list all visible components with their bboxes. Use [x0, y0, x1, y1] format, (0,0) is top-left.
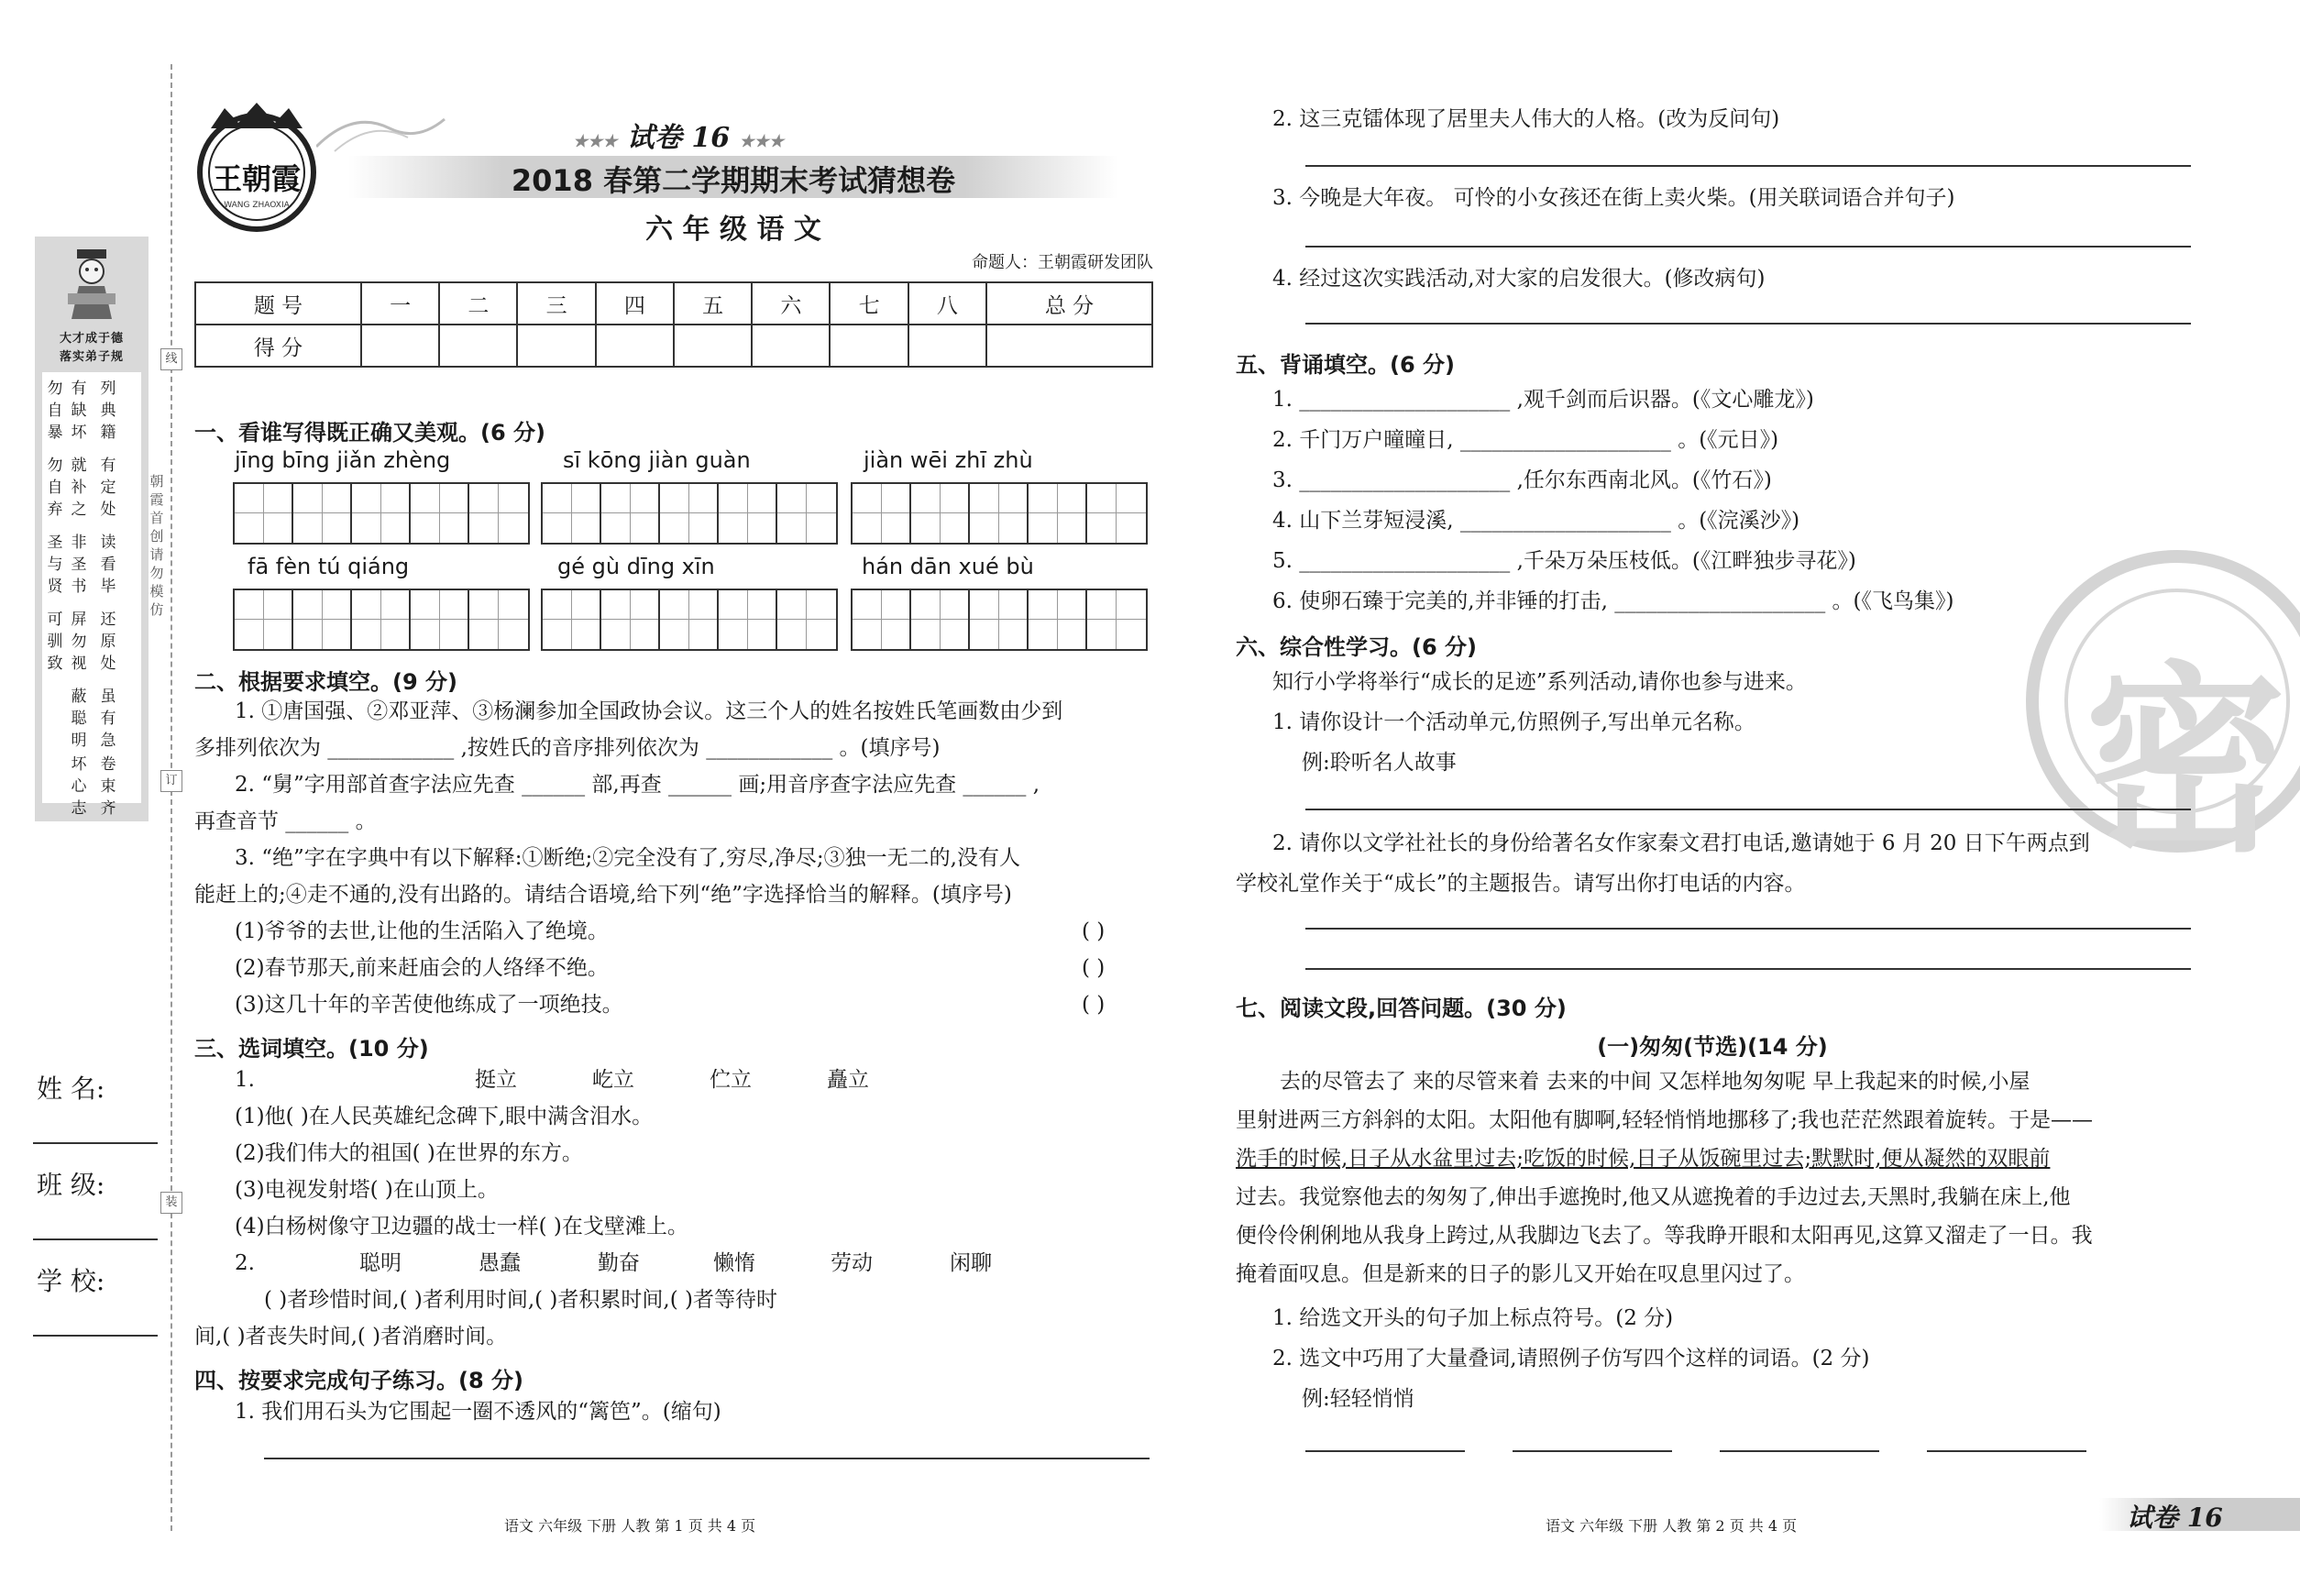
score-header-cell: 五 — [674, 282, 752, 325]
q6-1: 1. 请你设计一个活动单元,仿照例子,写出单元名称。 — [1272, 710, 1755, 734]
score-header-cell: 三 — [517, 282, 595, 325]
q3-1-item: (1)他( )在人民英雄纪念碑下,眼中满含泪水。 — [235, 1105, 654, 1128]
writing-grid[interactable] — [233, 589, 530, 651]
logo-subtext: WANG ZHAOXIA — [224, 201, 290, 210]
author-line: 命题人：王朝霞研发团队 — [972, 253, 1153, 272]
q2-3-item: (3)这几十年的辛苦使他练成了一项绝技。 — [235, 993, 623, 1017]
passage-line: 便伶伶俐俐地从我身上跨过,从我脚边飞去了。等我睁开眼和太阳再见,这算又溜走了一日。我 — [1236, 1224, 2093, 1248]
school-label: 学 校: — [37, 1266, 105, 1296]
exam-title: 2018 春第二学期期末考试猜想卷 — [511, 163, 956, 198]
q7-2-example: 例:轻轻悄悄 — [1302, 1387, 1414, 1411]
score-cell[interactable] — [517, 325, 595, 367]
q7-2: 2. 选文中巧用了大量叠词,请照例子仿写四个这样的词语。(2 分) — [1272, 1347, 1870, 1370]
score-table-header-row — [195, 282, 1152, 325]
subject-title: 六 年 级 语 文 — [645, 214, 821, 246]
q5-item: 6. 使卵石臻于完美的,并非锤的打击, ____________________ 。(《飞鸟集》) — [1272, 589, 1954, 613]
word-option: 屹立 — [592, 1068, 634, 1092]
answer-line[interactable] — [1305, 968, 2191, 970]
score-header-cell: 总 分 — [986, 282, 1152, 325]
motto-col: 非圣书 — [71, 534, 87, 596]
score-header-cell: 七 — [830, 282, 908, 325]
q6-2-line-b: 学校礼堂作关于“成长”的主题报告。请写出你打电话的内容。 — [1236, 872, 1806, 896]
q6-2-line-a: 2. 请你以文学社社长的身份给著名女作家秦文君打电话,邀请她于 6 月 20 日下午两点到 — [1272, 831, 2090, 855]
q3-1-item: (4)白杨树像守卫边疆的战士一样( )在戈壁滩上。 — [235, 1215, 688, 1238]
score-cell[interactable] — [752, 325, 830, 367]
motto-col: 勿自弃 — [47, 457, 63, 519]
score-cell[interactable] — [439, 325, 517, 367]
school-input-line[interactable] — [33, 1335, 158, 1337]
writing-grid[interactable] — [851, 589, 1148, 651]
q5-item: 1. ____________________ ,观千剑而后识器。(《文心雕龙》) — [1272, 388, 1814, 412]
q2-1-line-a: 1. ①唐国强、②邓亚萍、③杨澜参加全国政协会议。这三个人的姓名按姓氏笔画数由少到 — [235, 699, 1063, 723]
section1-title: 一、看谁写得既正确又美观。(6 分) — [194, 420, 545, 446]
word-option: 挺立 — [475, 1068, 517, 1092]
passage-line: 过去。我觉察他去的匆匆了,伸出手遮挽时,他又从遮挽着的手边过去,天黑时,我躺在床上,他 — [1236, 1185, 2071, 1209]
score-header-cell: 题 号 — [195, 282, 361, 325]
stamp-glyph: 密 — [2085, 644, 2287, 879]
motto-col: 可驯致 — [47, 611, 63, 673]
footer-left: 语文 六年级 下册 人教 第 1 页 共 4 页 — [504, 1517, 756, 1535]
motto-col: 列典籍 — [100, 380, 116, 442]
passage-line: 里射进两三方斜斜的太阳。太阳他有脚啊,轻轻悄悄地挪移了;我也茫茫然跟着旋转。于是—— — [1236, 1108, 2094, 1132]
answer-line[interactable] — [1305, 246, 2191, 248]
motto-col: 圣与贤 — [47, 534, 63, 596]
score-cell[interactable] — [361, 325, 439, 367]
q4-item: 2. 这三克镭体现了居里夫人伟大的人格。(改为反问句) — [1272, 107, 1780, 131]
word-option: 勤奋 — [598, 1251, 640, 1275]
q3-1-item: (2)我们伟大的祖国( )在世界的东方。 — [235, 1141, 583, 1165]
answer-line[interactable] — [1513, 1450, 1672, 1452]
motto-col: 卷束齐 — [100, 755, 116, 818]
class-input-line[interactable] — [33, 1238, 158, 1240]
q2-3-line-a: 3. “绝”字在字典中有以下解释:①断绝;②完全没有了,穷尽,净尽;③独一无二的,没有人 — [235, 846, 1020, 870]
q2-3-item: (1)爷爷的去世,让他的生活陷入了绝境。 — [235, 919, 609, 943]
word-option: 矗立 — [827, 1068, 869, 1092]
section4-title: 四、按要求完成句子练习。(8 分) — [194, 1368, 523, 1393]
score-header-cell: 六 — [752, 282, 830, 325]
q2-2-line-a: 2. “舅”字用部首查字法应先查 ______ 部,再查 ______ 画;用音序查字法应先查 ______ , — [235, 773, 1040, 797]
section2-title: 二、根据要求填空。(9 分) — [194, 669, 457, 695]
q4-item: 4. 经过这次实践活动,对大家的启发很大。(修改病句) — [1272, 267, 1766, 291]
q3-2-line-b: 间,( )者丧失时间,( )者消磨时间。 — [194, 1325, 508, 1348]
score-cell[interactable] — [596, 325, 674, 367]
answer-line[interactable] — [264, 1458, 1150, 1459]
logo-text: 王朝霞 — [212, 161, 302, 196]
binding-mark-3: 装 — [160, 1192, 182, 1214]
writing-grid[interactable] — [233, 482, 530, 545]
word-option: 聪明 — [359, 1251, 402, 1275]
writing-grid[interactable] — [851, 482, 1148, 545]
vertical-note: 朝霞首创 请勿模仿 — [149, 473, 164, 618]
q3-1-number: 1. — [235, 1068, 255, 1092]
motto-col: 读看毕 — [100, 534, 116, 596]
q5-item: 2. 千门万户曈曈日, ____________________ 。(《元日》) — [1272, 428, 1779, 452]
answer-line[interactable] — [1305, 928, 2191, 930]
passage-line: 洗手的时候,日子从水盆里过去;吃饭的时候,日子从饭碗里过去;默默时,便从凝然的双眼前 — [1236, 1147, 2051, 1171]
pinyin-label: fā fèn tú qiáng — [248, 554, 410, 579]
writing-grid[interactable] — [541, 589, 838, 651]
binding-dashed-line — [171, 64, 172, 1531]
scholar-figure-icon — [64, 249, 119, 323]
answer-paren[interactable]: ( ) — [1082, 956, 1106, 980]
motto-col: 坏心志 — [71, 755, 87, 818]
watermark-stamp — [2026, 550, 2300, 879]
footer-badge: 试卷 16 — [2127, 1502, 2223, 1533]
score-cell[interactable] — [674, 325, 752, 367]
word-option: 愚蠢 — [479, 1251, 521, 1275]
section5-title: 五、背诵填空。(6 分) — [1236, 352, 1455, 378]
motto-col: 蔽聪明 — [71, 688, 87, 750]
q4-item: 3. 今晚是大年夜。 可怜的小女孩还在街上卖火柴。(用关联词语合并句子) — [1272, 186, 1955, 210]
name-label: 姓 名: — [37, 1073, 105, 1104]
q2-3-item: (2)春节那天,前来赶庙会的人络绎不绝。 — [235, 956, 609, 980]
q4-item: 1. 我们用石头为它围起一圈不透风的“篱笆”。(缩句) — [235, 1400, 721, 1424]
motto-col: 虽有急 — [100, 688, 116, 750]
q3-2-number: 2. — [235, 1251, 255, 1275]
sidebar-motto-box — [35, 237, 149, 821]
answer-paren[interactable]: ( ) — [1082, 993, 1106, 1017]
passage-line: 掩着面叹息。但是新来的日子的影儿又开始在叹息里闪过了。 — [1236, 1262, 1805, 1286]
writing-grid[interactable] — [541, 482, 838, 545]
passage-line: 去的尽管去了 来的尽管来着 去来的中间 又怎样地匆匆呢 早上我起来的时候,小屋 — [1280, 1070, 2030, 1094]
motto-line-2: 落实弟子规 — [59, 350, 124, 364]
score-header-cell: 二 — [439, 282, 517, 325]
q6-1-example: 例:聆听名人故事 — [1302, 751, 1457, 775]
motto-columns — [42, 372, 141, 818]
motto-col: 就补之 — [71, 457, 87, 519]
motto-col: 屏勿视 — [71, 611, 87, 673]
word-option: 伫立 — [710, 1068, 752, 1092]
section7-subtitle: (一)匆匆(节选)(14 分) — [1597, 1034, 1828, 1060]
motto-col: 有定处 — [100, 457, 116, 519]
score-table-row — [195, 325, 1152, 367]
answer-line[interactable] — [1305, 1450, 1465, 1452]
section3-title: 三、选词填空。(10 分) — [194, 1036, 429, 1062]
score-cell[interactable] — [908, 325, 986, 367]
section6-title: 六、综合性学习。(6 分) — [1236, 634, 1477, 660]
q5-item: 3. ____________________ ,任尔东西南北风。(《竹石》) — [1272, 468, 1772, 492]
answer-line[interactable] — [1927, 1450, 2086, 1452]
pinyin-label: gé gù dīng xīn — [557, 554, 715, 579]
paper-label-text: 试卷 16 — [626, 122, 731, 154]
section7-title: 七、阅读文段,回答问题。(30 分) — [1236, 996, 1567, 1021]
q5-item: 5. ____________________ ,千朵万朵压枝低。(《江畔独步寻花》) — [1272, 549, 1856, 573]
word-option: 闲聊 — [950, 1251, 992, 1275]
q6-intro: 知行小学将举行“成长的足迹”系列活动,请你也参与进来。 — [1272, 670, 1807, 694]
class-label: 班 级: — [37, 1170, 105, 1200]
q5-item: 4. 山下兰芽短浸溪, ____________________ 。(《浣溪沙》) — [1272, 509, 1800, 533]
name-input-line[interactable] — [33, 1142, 158, 1144]
word-option: 劳动 — [831, 1251, 873, 1275]
binding-mark-1: 线 — [160, 348, 182, 370]
answer-line[interactable] — [1305, 165, 2191, 167]
answer-line[interactable] — [1720, 1450, 1879, 1452]
binding-mark-2: 订 — [160, 770, 182, 792]
motto-col: 有缺坏 — [71, 380, 87, 442]
q7-1: 1. 给选文开头的句子加上标点符号。(2 分) — [1272, 1306, 1674, 1330]
pinyin-label: sī kōng jiàn guàn — [563, 447, 751, 473]
word-option: 懒惰 — [713, 1251, 755, 1275]
score-header-cell: 四 — [596, 282, 674, 325]
score-row-label: 得 分 — [195, 325, 361, 367]
q2-2-line-b: 再查音节 ______ 。 — [194, 809, 377, 833]
motto-col: 还原处 — [100, 611, 116, 673]
score-header-cell: 一 — [361, 282, 439, 325]
answer-line[interactable] — [1305, 809, 2191, 810]
footer-right: 语文 六年级 下册 人教 第 2 页 共 4 页 — [1546, 1517, 1798, 1535]
pinyin-label: hán dān xué bù — [862, 554, 1034, 579]
score-cell[interactable] — [830, 325, 908, 367]
pinyin-label: jīng bīng jiǎn zhèng — [235, 447, 451, 473]
motto-col: 勿自暴 — [47, 380, 63, 442]
pinyin-label: jiàn wēi zhī zhù — [864, 447, 1033, 473]
score-header-cell: 八 — [908, 282, 986, 325]
q2-3-line-b: 能赶上的;④走不通的,没有出路的。请结合语境,给下列“绝”字选择恰当的解释。(填序号) — [194, 883, 1012, 907]
motto-line-1: 大才成于德 — [59, 332, 124, 346]
score-table — [194, 281, 1153, 368]
q3-2-line-a: ( )者珍惜时间,( )者利用时间,( )者积累时间,( )者等待时 — [264, 1288, 777, 1312]
q3-1-item: (3)电视发射塔( )在山顶上。 — [235, 1178, 499, 1202]
paper-label: ★★★ 试卷 16 ★★★ — [573, 122, 784, 154]
answer-line[interactable] — [1305, 323, 2191, 325]
brand-logo — [188, 101, 325, 238]
q2-1-line-b: 多排列依次为 ____________ ,按姓氏的音序排列依次为 ____________ 。(填序号) — [194, 736, 941, 760]
answer-paren[interactable]: ( ) — [1082, 919, 1106, 943]
score-cell[interactable] — [986, 325, 1152, 367]
